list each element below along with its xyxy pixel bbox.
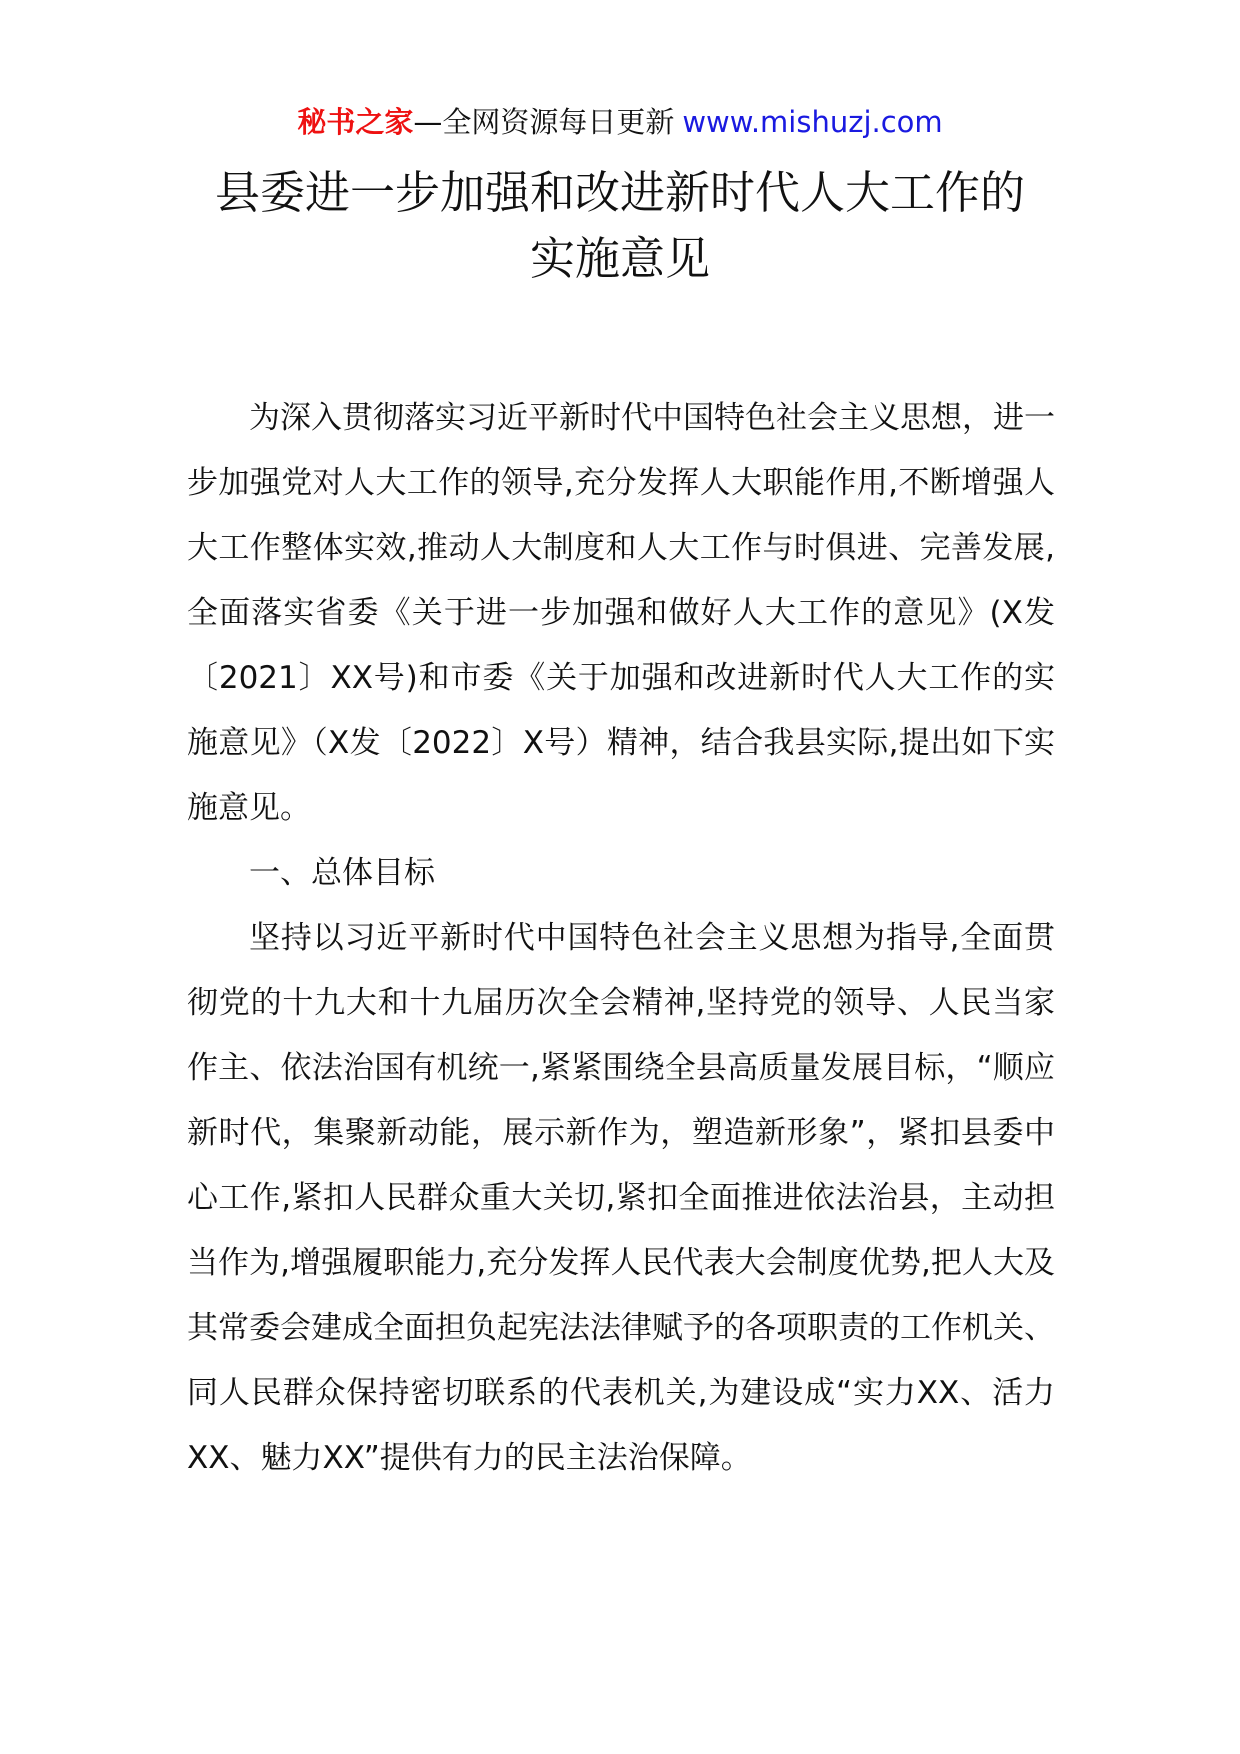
document-title [0, 160, 1240, 292]
title-line-2: 实施意见 [529, 232, 710, 285]
intro-paragraph: 为深入贯彻落实习近平新时代中国特色社会主义思想，进一步加强党对人大工作的领导,充分发挥人大职能作用,不断增强人大工作整体实效,推动人大制度和人大工作与时俱进、完善发展,全面落实省委《关于进一步加强和做好人大工作的意见》(X发〔2021〕XX号)和市委《关于加强和改进新时代人大工作的实施意见》（X发〔2022〕X号）精神，结合我县实际,提出如下实施意见。 [187, 400, 1055, 826]
document-body [187, 386, 1055, 1491]
title-line-1: 县委进一步加强和改进新时代人大工作的 [214, 166, 1025, 219]
section-paragraph: 坚持以习近平新时代中国特色社会主义思想为指导,全面贯彻党的十九大和十九届历次全会精神,坚持党的领导、人民当家作主、依法治国有机统一,紧紧围绕全县高质量发展目标，“顺应新时代，集聚新动能，展示新作为，塑造新形象”，紧扣县委中心工作,紧扣人民群众重大关切,紧扣全面推进依法治县，主动担当作为,增强履职能力,充分发挥人民代表大会制度优势,把人大及其常委会建成全面担负起宪法法律赋予的各项职责的工作机关、同人民群众保持密切联系的代表机关,为建设成“实力XX、活力XX、魅力XX”提供有力的民主法治保障。 [187, 920, 1055, 1476]
brand-name: 秘书之家 [297, 105, 414, 139]
section-heading: 一、总体目标 [249, 855, 435, 891]
tagline: —全网资源每日更新 [413, 105, 675, 139]
header-banner [0, 100, 1240, 144]
website-link[interactable]: www.mishuzj.com [682, 105, 943, 139]
